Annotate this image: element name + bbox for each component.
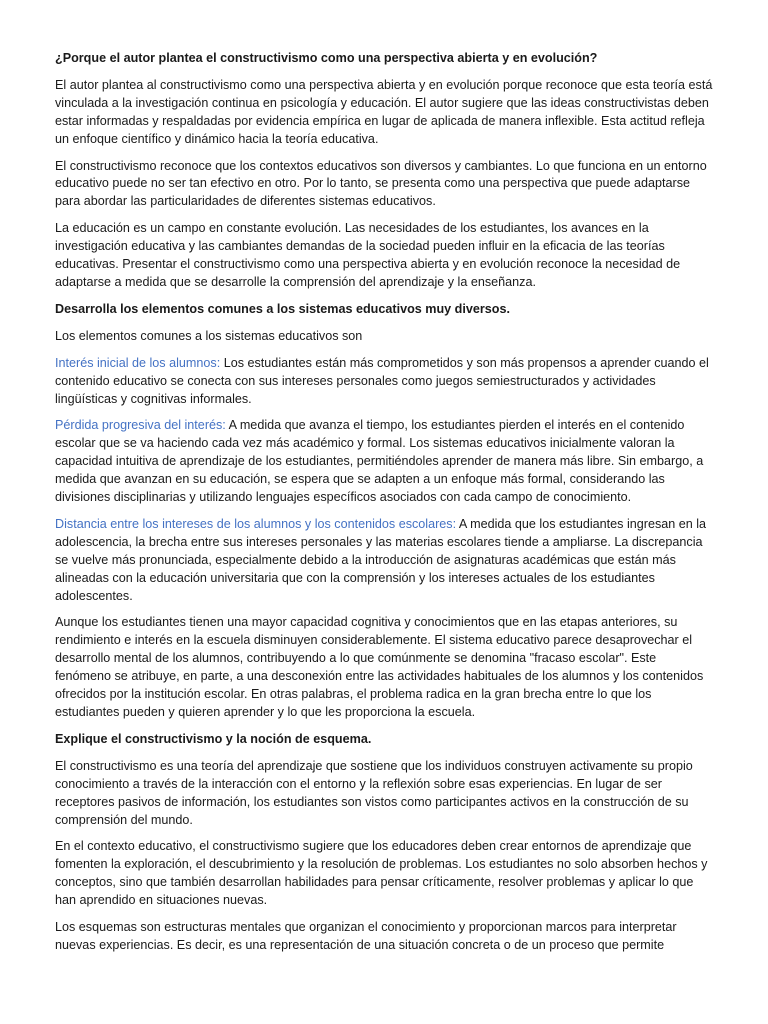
question-3-heading: Explique el constructivismo y la noción de esquema. [55, 731, 372, 746]
q2-item-3-text: A medida que los estudiantes ingresan en la adolescencia, la brecha entre sus intereses personales y las materias escolares tiende a ampliarse. La discrepancia se vuelve más pronunciada, especialmente debido a la introducción de asignaturas académicas que están más alineadas con la educación universitaria que con la comprensión y los intereses actuales de los estudiantes adolescentes. [55, 516, 707, 603]
q3-paragraph-3: Los esquemas son estructuras mentales que organizan el conocimiento y proporcionan marcos para interpretar nuevas experiencias. Es decir, es una representación de una situación concreta o de un proceso que permite [55, 920, 677, 952]
q2-item-1-text: Los estudiantes están más comprometidos y son más propensos a aprender cuando el contenido educativo se conecta con sus intereses personales como juegos semiestructurados y actividades lingüísticas y cognitivas informales. [55, 355, 709, 406]
q1-paragraph-1: El autor plantea al constructivismo como una perspectiva abierta y en evolución porque reconoce que esta teoría está vinculada a la investigación continua en psicología y educación. El autor sugiere que las ideas constructivistas deben estar informadas y respaldadas por evidencia empírica en lugar de aplicada de manera inflexible. Esta actitud refleja un enfoque científico y dinámico hacia la teoría educativa. [55, 77, 713, 146]
q2-item-1-lead: Interés inicial de los alumnos: [55, 355, 221, 370]
q2-item-3-lead: Distancia entre los intereses de los alumnos y los contenidos escolares: [55, 516, 457, 531]
q2-item-2-text: A medida que avanza el tiempo, los estudiantes pierden el interés en el contenido escolar que se va haciendo cada vez más académico y formal. Los sistemas educativos inicialmente valoran la capacidad intuitiva de aprendizaje de los estudiantes, permitiéndoles aprender de manera más libre. Sin embargo, a medida que avanzan en su educación, se espera que se adapten a un enfoque más formal, considerando las divisiones disciplinarias y utilizando lenguajes específicos asociados con cada campo de conocimiento. [55, 418, 704, 505]
q2-closing: Aunque los estudiantes tienen una mayor capacidad cognitiva y conocimientos que en las etapas anteriores, su rendimiento e interés en la escuela disminuyen considerablemente. El sistema educativo parece desaprovechar el desarrollo mental de los alumnos, contribuyendo a lo que comúnmente se denomina "fracaso escolar". Este fenómeno se atribuye, en parte, a una desconexión entre las actividades habituales de los alumnos y los contenidos ofrecidos por la institución escolar. En otras palabras, el problema radica en la gran brecha entre lo que los estudiantes pueden y quieren aprender y lo que les proporciona la escuela. [55, 615, 704, 719]
document-page [55, 50, 715, 964]
q1-paragraph-2: El constructivismo reconoce que los contextos educativos son diversos y cambiantes. Lo que funciona en un entorno educativo puede no ser tan efectivo en otro. Por lo tanto, se presenta como una perspectiva que puede adaptarse para abordar las particularidades de diferentes sistemas educativos. [55, 158, 707, 209]
question-1-heading: ¿Porque el autor plantea el constructivismo como una perspectiva abierta y en evolución? [55, 51, 598, 65]
q2-item-2-lead: Pérdida progresiva del interés: [55, 418, 226, 433]
question-2-heading: Desarrolla los elementos comunes a los sistemas educativos muy diversos. [55, 301, 510, 316]
q1-paragraph-3: La educación es un campo en constante evolución. Las necesidades de los estudiantes, los avances en la investigación educativa y las cambiantes demandas de la sociedad pueden influir en la eficacia de las teorías educativas. Presentar el constructivismo como una perspectiva abierta y en evolución reconoce la necesidad de adaptarse a medida que se desarrolle la comprensión del aprendizaje y la enseñanza. [55, 221, 681, 289]
q2-intro: Los elementos comunes a los sistemas educativos son [55, 328, 363, 343]
q2-item-3 [55, 516, 715, 606]
q2-item-1 [55, 355, 715, 409]
q3-paragraph-1: El constructivismo es una teoría del aprendizaje que sostiene que los individuos construyen activamente su propio conocimiento a través de la interacción con el entorno y la reflexión sobre esas experiencias. En lugar de ser receptores pasivos de información, los estudiantes son vistos como participantes activos en la construcción de su comprensión del mundo. [55, 758, 693, 827]
q2-item-2 [55, 417, 715, 507]
q3-paragraph-2: En el contexto educativo, el constructivismo sugiere que los educadores deben crear entornos de aprendizaje que fomenten la exploración, el descubrimiento y la resolución de problemas. Los estudiantes no solo absorben hechos y conceptos, sino que también desarrollan habilidades para pensar críticamente, resolver problemas y aplicar lo que han aprendido en situaciones nuevas. [55, 839, 708, 908]
